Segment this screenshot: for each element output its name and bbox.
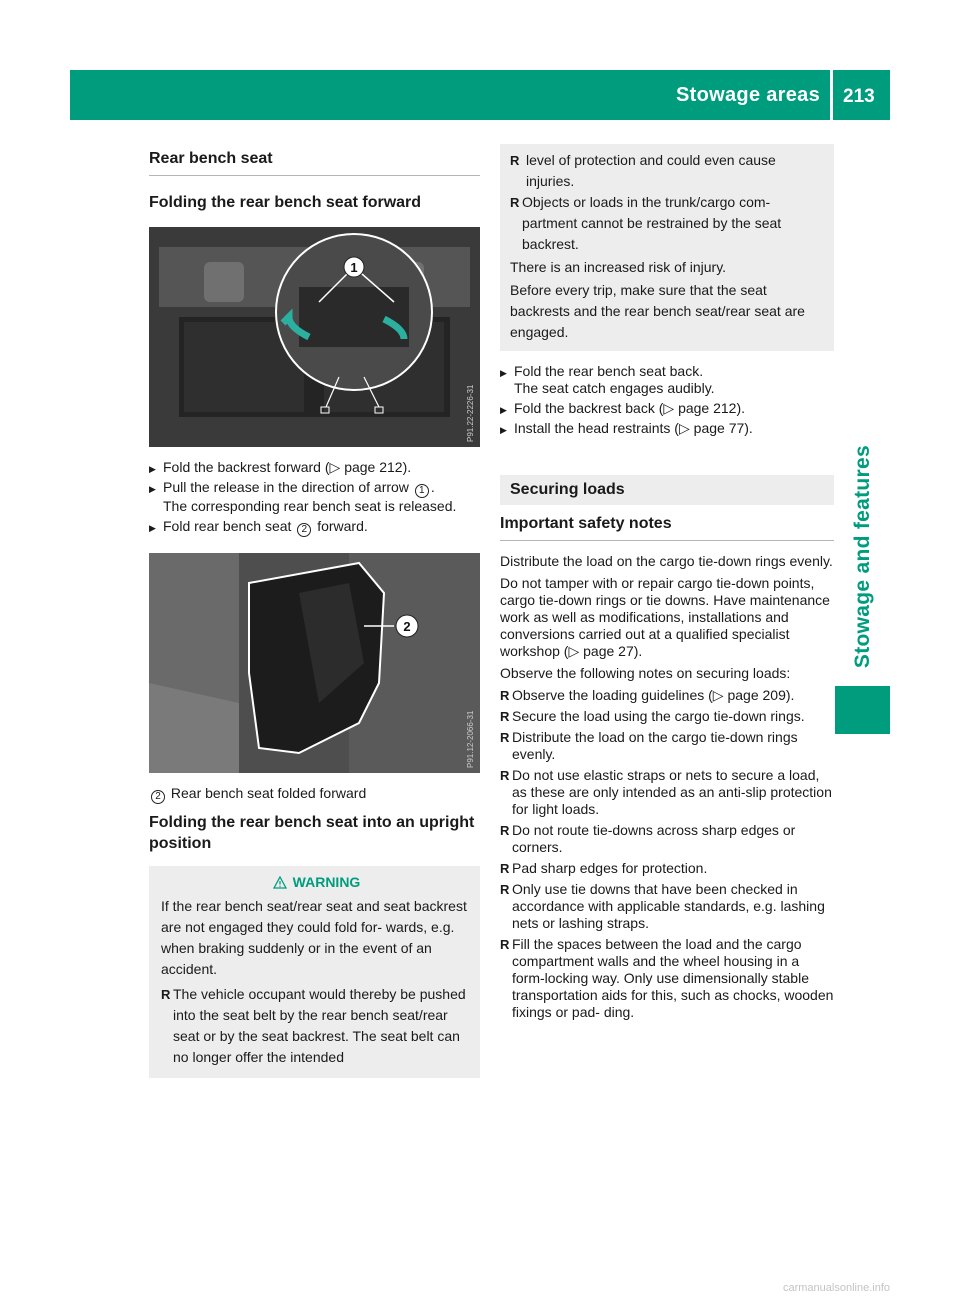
figure-code-1: P91.22-2226-31 — [466, 384, 475, 442]
warning-text: If the rear bench seat/rear seat and seat backrest are not engaged they could fold for- wards, e.g. when braking suddenly or in the event of an accident. — [161, 898, 467, 977]
para-do-not-tamper — [500, 575, 834, 660]
side-tab — [835, 120, 890, 680]
figure-caption — [149, 785, 480, 804]
step-text: Fold the backrest forward ( — [163, 459, 330, 475]
step-fold-backrest-back — [500, 400, 834, 417]
figure-release-arrows — [149, 227, 480, 447]
section-title-rear-bench: Rear bench seat — [149, 150, 480, 176]
figure-seat-folded-art — [149, 553, 480, 773]
para-text: Do not tamper with or repair cargo tie-down points, cargo tie-down rings or tie downs. Have maintenance work as well as modifications, installations and conversions carried out at a qualified specialist workshop ( — [500, 575, 830, 659]
upright-steps — [500, 363, 834, 437]
list-item — [500, 687, 834, 704]
warning-bullet-2: R Objects or loads in the trunk/cargo com- partment cannot be restrained by the seat backrest. — [510, 192, 826, 255]
warning-bullet: R The vehicle occupant would thereby be pushed into the seat belt by the rear bench seat/rear seat or by the seat backrest. The seat belt can no longer offer the intended — [161, 984, 472, 1068]
step-result: The seat catch engages audibly. — [514, 380, 715, 396]
list-text: Observe the loading guidelines ( — [512, 687, 713, 703]
callout-2-icon: 2 — [297, 523, 311, 537]
step-text: Fold the backrest back ( — [514, 400, 664, 416]
page-ref-link[interactable]: page 27). — [583, 643, 643, 659]
step-text: forward. — [317, 518, 368, 534]
page-ref-link[interactable]: page 212). — [678, 400, 746, 416]
figure-marker-1: 1 — [350, 260, 358, 275]
page-ref-arrow-icon: ▷ — [712, 687, 724, 703]
list-item: R Do not use elastic straps or nets to secure a load, as these are only intended as an anti-slip protection for light loads. — [500, 767, 834, 818]
list-item: R Only use tie downs that have been checked in accordance with applicable standards, e.g. lashing nets or lashing straps. — [500, 881, 834, 932]
warning-cont-text — [510, 150, 826, 192]
step-result: The corresponding rear bench seat is released. — [163, 498, 457, 514]
list-item: R Do not route tie-downs across sharp edges or corners. — [500, 822, 834, 856]
step-fold-seat — [149, 518, 480, 537]
list-item: R Fill the spaces between the load and the cargo compartment walls and the wheel housing in a form-locking way. Only use dimensionally stable transportation aids for this, such as chocks, wooden fixings or pad- ding. — [500, 936, 834, 1021]
warning-box-continued — [500, 144, 834, 351]
step-pull-release — [149, 479, 480, 515]
warning-cont: level of protection and could even cause injuries. — [526, 152, 776, 189]
figure-release-arrows-art — [149, 227, 480, 447]
page-ref-link[interactable]: page 212). — [344, 459, 412, 475]
list-item: R Pad sharp edges for protection. — [500, 860, 834, 877]
page-ref-link[interactable]: page 77). — [693, 420, 753, 436]
warning-label: WARNING — [292, 874, 361, 890]
footer-watermark: carmanualsonline.info — [782, 1282, 890, 1294]
page-ref-arrow-icon: ▷ — [663, 400, 675, 416]
list-item: R Secure the load using the cargo tie-down rings. — [500, 708, 834, 725]
warning-header — [161, 874, 472, 890]
step-fold-backrest — [149, 459, 480, 476]
section-title-safety-notes: Important safety notes — [500, 515, 834, 541]
page-number: 213 — [843, 86, 875, 107]
page-ref-arrow-icon: ▷ — [678, 420, 690, 436]
step-fold-seat-back — [500, 363, 834, 397]
side-tab-label: Stowage and features — [850, 444, 874, 668]
para-observe: Observe the following notes on securing loads: — [500, 665, 791, 681]
para-distribute: Distribute the load on the cargo tie-down rings evenly. — [500, 553, 833, 569]
warning-triangle-icon — [273, 876, 287, 889]
header-separator — [830, 70, 833, 120]
warning-box — [149, 866, 480, 1078]
page-ref-link[interactable]: page 209). — [727, 687, 795, 703]
step-install-head-restraints — [500, 420, 834, 437]
header-title: Stowage areas — [676, 84, 820, 106]
step-text: Install the head restraints ( — [514, 420, 679, 436]
callout-1-icon: 1 — [415, 484, 429, 498]
page-ref-arrow-icon: ▷ — [568, 643, 580, 659]
side-block — [835, 686, 890, 734]
step-text: . — [430, 479, 435, 495]
left-column — [149, 150, 480, 1078]
figure-seat-folded — [149, 553, 480, 773]
subheading-folding-forward: Folding the rear bench seat forward — [149, 194, 422, 211]
step-text: Pull the release in the direction of arrow — [163, 479, 409, 495]
figure-marker-2: 2 — [403, 619, 411, 634]
subheading-upright: Folding the rear bench seat into an upright position — [149, 814, 475, 852]
warning-check: Before every trip, make sure that the seat backrests and the rear bench seat/rear seat are engaged. — [510, 282, 805, 340]
section-band-securing-loads: Securing loads — [500, 475, 834, 505]
list-item: R Distribute the load on the cargo tie-down rings evenly. — [500, 729, 834, 763]
right-column — [500, 150, 834, 1025]
caption-text: Rear bench seat folded forward — [170, 785, 367, 801]
page-ref-arrow-icon: ▷ — [329, 459, 341, 475]
step-text: Fold the rear bench seat back. — [514, 363, 704, 379]
figure-code-2: P91.12-2066-31 — [466, 710, 475, 768]
step-text: Fold rear bench seat — [163, 518, 292, 534]
warning-risk: There is an increased risk of injury. — [510, 259, 727, 275]
callout-2-icon: 2 — [151, 790, 165, 804]
